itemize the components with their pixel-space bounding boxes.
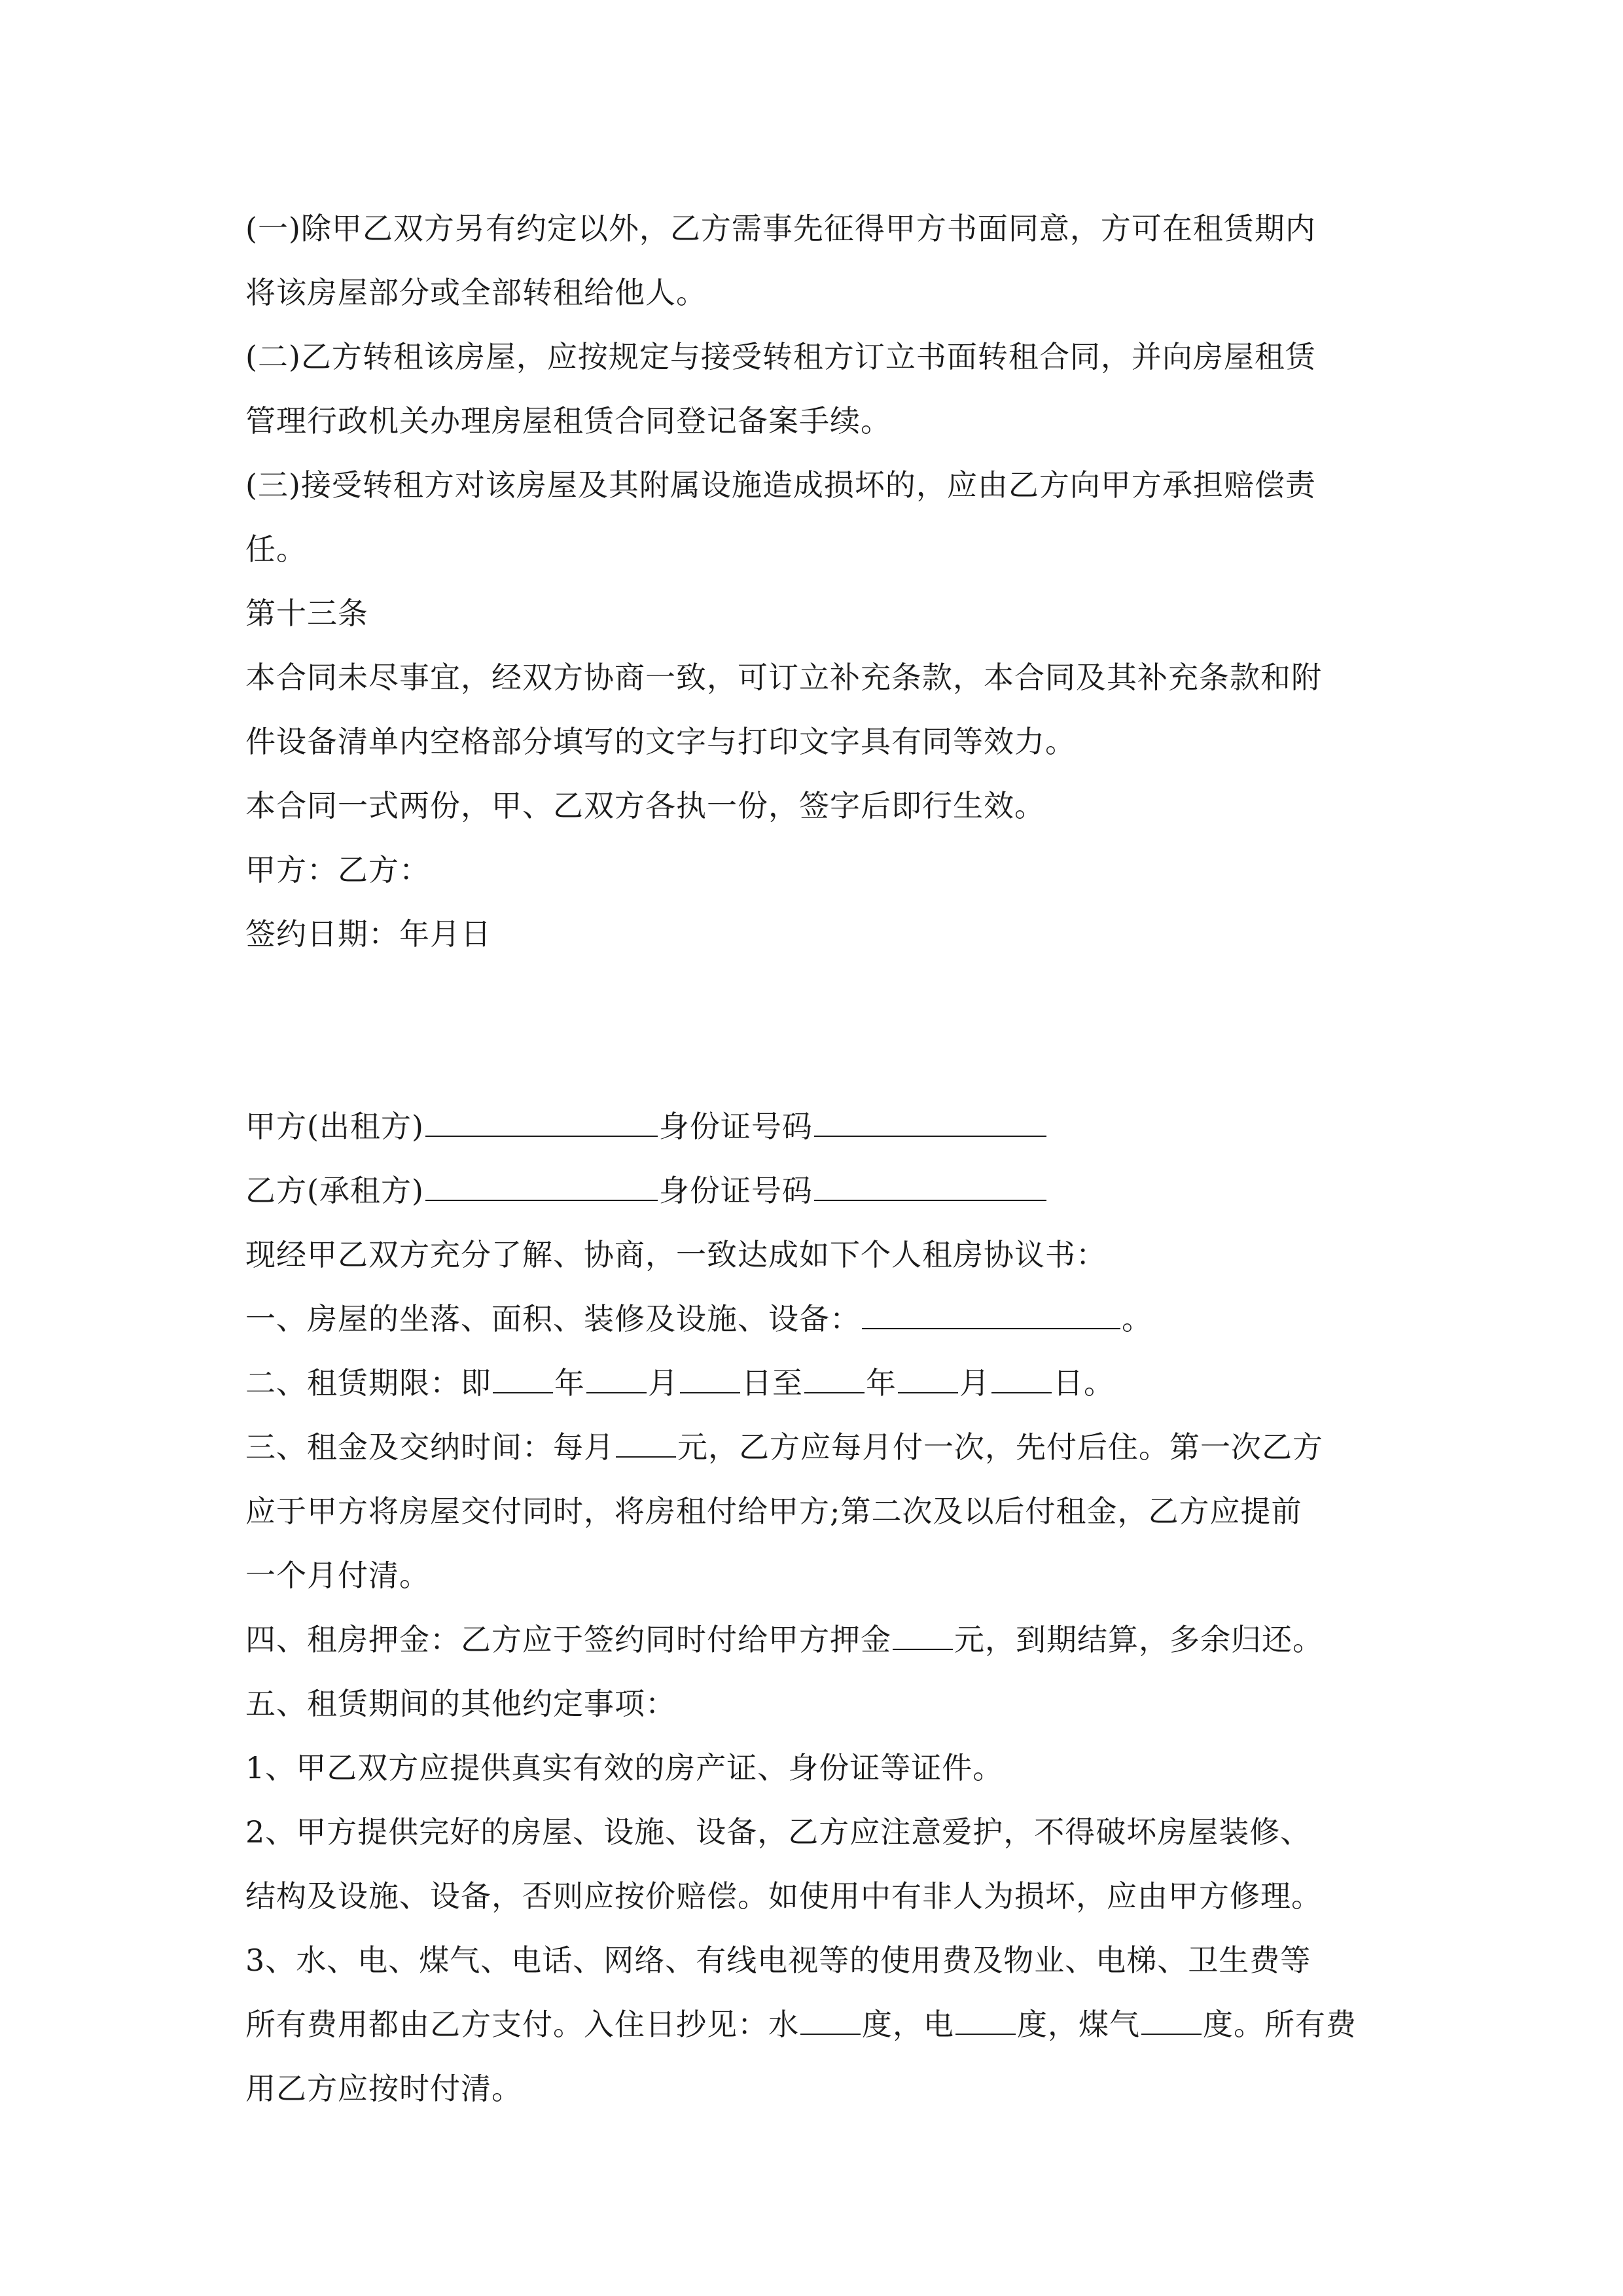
paragraph-line: 任。 — [245, 531, 307, 567]
item-4-suffix: 元，到期结算，多余归还。 — [954, 1622, 1323, 1657]
paragraph-line: 本合同未尽事宜，经双方协商一致，可订立补充条款，本合同及其补充条款和附 — [245, 660, 1322, 695]
item-4-prefix: 四、租房押金：乙方应于签约同时付给甲方押金 — [245, 1622, 891, 1657]
gas-reading-blank[interactable] — [1141, 2002, 1202, 2035]
end-year-blank[interactable] — [804, 1361, 865, 1393]
paragraph-line: (三)接受转租方对该房屋及其附属设施造成损坏的，应由乙方向甲方承担赔偿责 — [245, 467, 1316, 503]
item-3-prefix: 三、租金及交纳时间：每月 — [245, 1429, 615, 1465]
item-1-line — [245, 1287, 1397, 1351]
property-details-blank[interactable] — [862, 1297, 1120, 1329]
end-day-blank[interactable] — [991, 1361, 1052, 1393]
paragraph-line: 本合同一式两份，甲、乙双方各执一份，签字后即行生效。 — [245, 788, 1045, 823]
water-reading-blank[interactable] — [800, 2002, 861, 2035]
item-3-suffix: 元，乙方应每月付一次，先付后住。第一次乙方 — [677, 1429, 1323, 1465]
paragraph-line: 管理行政机关办理房屋租赁合同登记备案手续。 — [245, 403, 891, 439]
day-end-label: 日。 — [1053, 1365, 1115, 1401]
contract-text — [245, 196, 1397, 2121]
item-1-text: 一、房屋的坐落、面积、装修及设施、设备： — [245, 1301, 861, 1336]
sub-item-3-line: 3、水、电、煤气、电话、网络、有线电视等的使用费及物业、电梯、卫生费等 — [245, 1943, 1311, 1978]
party-a-name-blank[interactable] — [425, 1104, 658, 1137]
utility-prefix: 所有费用都由乙方支付。入住日抄见：水 — [245, 2007, 799, 2042]
paragraph-line: 件设备清单内空格部分填写的文字与打印文字具有同等效力。 — [245, 724, 1076, 759]
sub-item-1: 1、甲乙双方应提供真实有效的房产证、身份证等证件。 — [245, 1750, 1004, 1785]
party-b-name-blank[interactable] — [425, 1168, 658, 1201]
section-gap — [245, 966, 1397, 1094]
utility-readings-line — [245, 1992, 1397, 2056]
start-month-blank[interactable] — [586, 1361, 647, 1393]
party-b-label: 乙方(承租方) — [245, 1173, 424, 1208]
start-day-blank[interactable] — [680, 1361, 740, 1393]
party-a-id-label: 身份证号码 — [658, 1109, 813, 1144]
item-2-line — [245, 1351, 1397, 1415]
electricity-unit: 度，煤气 — [1017, 2007, 1140, 2042]
month-label: 月 — [648, 1365, 679, 1401]
deposit-blank[interactable] — [893, 1617, 953, 1650]
item-2-prefix: 二、租赁期限：即 — [245, 1365, 491, 1401]
paragraph-line: (二)乙方转租该房屋，应按规定与接受转租方订立书面转租合同，并向房屋租赁 — [245, 339, 1316, 374]
day-to-label: 日至 — [741, 1365, 803, 1401]
paragraph-line: 将该房屋部分或全部转租给他人。 — [245, 275, 707, 310]
sub-item-2-line: 2、甲方提供完好的房屋、设施、设备，乙方应注意爱护，不得破坏房屋装修、 — [245, 1814, 1311, 1850]
item-5-heading: 五、租赁期间的其他约定事项： — [245, 1686, 676, 1721]
start-year-blank[interactable] — [493, 1361, 553, 1393]
party-a-line — [245, 1094, 1397, 1158]
gas-unit: 度。所有费 — [1203, 2007, 1357, 2042]
electricity-reading-blank[interactable] — [955, 2002, 1016, 2035]
monthly-rent-blank[interactable] — [616, 1425, 676, 1458]
party-b-id-blank[interactable] — [814, 1168, 1046, 1201]
paragraph-line: (一)除甲乙双方另有约定以外，乙方需事先征得甲方书面同意，方可在租赁期内 — [245, 211, 1316, 246]
signing-date-line: 签约日期：年月日 — [245, 916, 491, 952]
party-b-id-label: 身份证号码 — [658, 1173, 813, 1208]
item-1-end: 。 — [1122, 1301, 1152, 1336]
water-unit: 度，电 — [862, 2007, 954, 2042]
year-label: 年 — [866, 1365, 897, 1401]
party-a-id-blank[interactable] — [814, 1104, 1046, 1137]
month-label: 月 — [959, 1365, 990, 1401]
party-a-label: 甲方(出租方) — [245, 1109, 424, 1144]
paragraph-line: 一个月付清。 — [245, 1558, 430, 1593]
paragraph-line: 应于甲方将房屋交付同时，将房租付给甲方;第二次及以后付租金，乙方应提前 — [245, 1494, 1302, 1529]
signature-line: 甲方：乙方： — [245, 852, 430, 888]
article-heading: 第十三条 — [245, 596, 368, 631]
end-month-blank[interactable] — [898, 1361, 958, 1393]
sub-item-3-line: 用乙方应按时付清。 — [245, 2071, 522, 2106]
party-b-line — [245, 1158, 1397, 1223]
agreement-intro: 现经甲乙双方充分了解、协商，一致达成如下个人租房协议书： — [245, 1237, 1107, 1272]
year-label: 年 — [554, 1365, 585, 1401]
item-3-line — [245, 1415, 1397, 1479]
item-4-line — [245, 1607, 1397, 1672]
sub-item-2-line: 结构及设施、设备，否则应按价赔偿。如使用中有非人为损坏，应由甲方修理。 — [245, 1878, 1322, 1914]
